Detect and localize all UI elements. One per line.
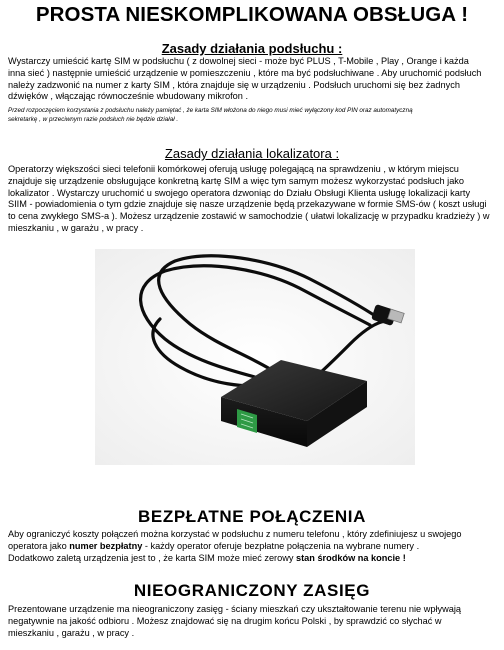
- paragraph-line: mieszkaniu , garażu , w pracy .: [8, 627, 135, 638]
- paragraph-line: należy zadzwonić na numer z karty SIM , która znajduje się w urządzeniu . Podsłuch uruchomi się bez żadnych: [8, 79, 460, 90]
- paragraph-line: [8, 541, 498, 553]
- pin-warning-note: [8, 106, 498, 124]
- paragraph-line: Wystarczy umieścić kartę SIM w podsłuchu ( z dowolnej sieci - może być PLUS , T-Mobile , Play , Orange i każda: [8, 56, 469, 66]
- unlimited-range-paragraph: [8, 604, 498, 639]
- text-run: Dodatkowo zaletą urządzenia jest to , że karta SIM może mieć zerowy: [8, 552, 296, 563]
- paragraph-line: Operatorzy większości sieci telefonii komórkowej oferują usługę polegającą na sprawdzeniu , w którym miejscu: [8, 164, 459, 174]
- free-calls-paragraph: [8, 529, 498, 564]
- locator-rules-paragraph: [8, 164, 498, 235]
- paragraph-line: Aby ograniczyć koszty połączeń można korzystać w podsłuchu z numeru telefonu , który zdefiniujesz u swojego: [8, 529, 462, 539]
- paragraph-line: negatywnie na jakość odbioru . Możesz znajdować się na drugim końcu Polski , by sprawdzić co słychać w: [8, 615, 442, 626]
- photo-background: [95, 249, 415, 465]
- section-heading-free-calls: BEZPŁATNE POŁĄCZENIA: [138, 507, 366, 526]
- product-photo: [95, 249, 415, 465]
- wiretap-rules-paragraph: [8, 56, 498, 103]
- bold-text: numer bezpłatny: [69, 540, 143, 551]
- page-title: PROSTA NIESKOMPLIKOWANA OBSŁUGA !: [35, 3, 469, 26]
- paragraph-line: [8, 553, 498, 565]
- paragraph-line: to cena zwykłego SMS-a ). Możesz urządzenie zostawić w samochodzie ( ułatwi lokalizację w przypadku kradzieży ) w: [8, 211, 490, 222]
- section-heading-wiretap-rules: Zasady działania podsłuchu :: [161, 41, 343, 56]
- paragraph-line: Prezentowane urządzenie ma nieograniczony zasięg - ściany mieszkań czy ukształtowanie terenu nie wpływają: [8, 604, 461, 614]
- text-run: operatora jako: [8, 540, 70, 551]
- paragraph-line: mieszkaniu , w garażu , w pracy .: [8, 222, 144, 233]
- paragraph-line: znajduje się urządzenie obsługujące konkretną kartę SIM a więc tym samym możesz wykorzystać podsłuch jako: [8, 175, 465, 186]
- note-line: Przed rozpoczęciem korzystania z podsłuchu należy pamiętać , że karta SIM włożona do niego musi mieć wyłączony kod PIN oraz automatyczną: [8, 107, 413, 114]
- paragraph-line: dźwięków , włączając równocześnie wbudowany mikrofon .: [8, 91, 249, 102]
- section-heading-locator-rules: Zasady działania lokalizatora :: [164, 146, 340, 161]
- note-line: sekretarkę , w przeciwnym razie podsłuch nie będzie działał .: [8, 116, 179, 123]
- paragraph-line: SIIM - powiadomienia o tym gdzie znajduje się nasze urządzenie będą przekazywane w formie SMS-ów ( koszt usługi: [8, 199, 487, 210]
- text-run: - każdy operator oferuje bezpłatne połączenia na wybrane numery .: [142, 540, 420, 551]
- paragraph-line: lokalizator . Wystarczy uruchomić u swojego operatora dzwoniąc do Działu Obsługi Klienta usługę lokalizacji karty: [8, 187, 471, 198]
- bold-text: stan środków na koncie !: [296, 552, 406, 563]
- section-heading-unlimited-range: NIEOGRANICZONY ZASIĘG: [133, 581, 371, 600]
- paragraph-line: inna sieć ) następnie umieścić urządzenie w pomieszczeniu , które ma być podsłuchiwane . Aby uruchomić podsłuch: [8, 67, 482, 78]
